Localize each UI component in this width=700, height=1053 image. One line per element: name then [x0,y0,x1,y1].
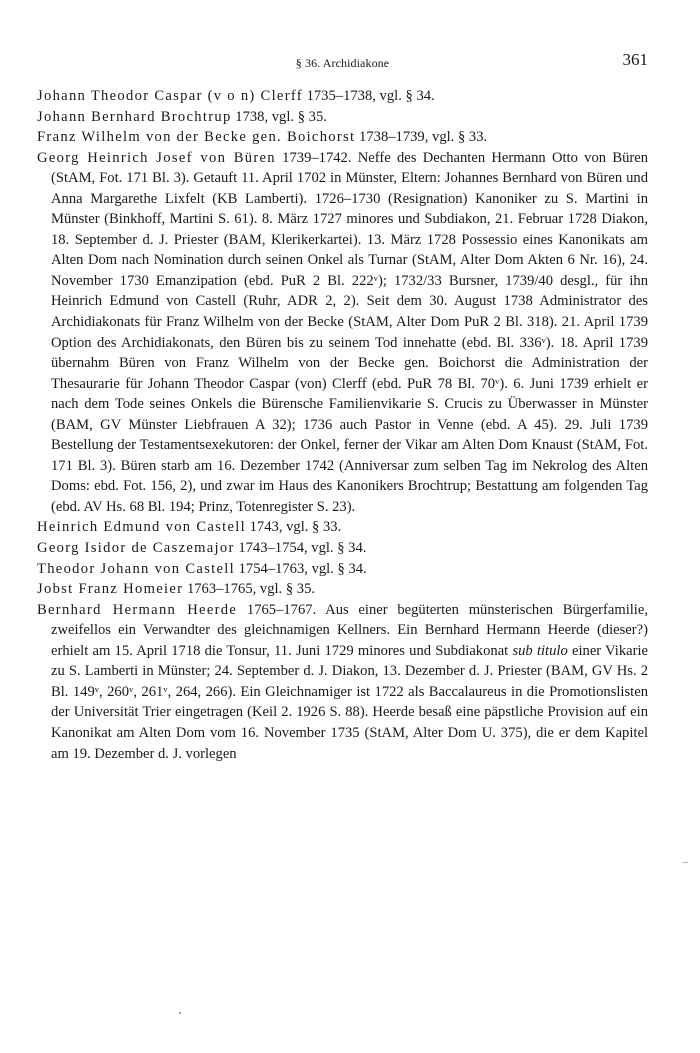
entry-text: 1743, vgl. § 33. [245,519,342,536]
entry-text: 1738–1739, vgl. § 33. [355,129,488,146]
entry-name: Johann Bernhard Brochtrup [37,108,232,125]
running-head: § 36. Archidiakone [295,56,390,70]
scan-speck [179,1012,181,1014]
entry-castell-heinrich [37,517,648,538]
page-body [37,86,648,764]
entry-text: 1763–1765, vgl. § 35. [183,581,316,598]
entry-name: Bernhard Hermann Heerde [37,601,238,618]
entry-name: Heinrich Edmund von Castell [37,519,246,536]
margin-mark [682,862,688,863]
entry-name: Georg Heinrich Josef von Büren [37,149,276,166]
entry-clerff [37,86,648,107]
entry-becke [37,127,648,148]
entry-brochtrup [37,107,648,128]
entry-castell-theodor [37,559,648,580]
page-header [37,50,648,72]
entry-name: Jobst Franz Homeier [37,581,184,598]
entry-heerde [37,600,648,764]
entry-text: 1738, vgl. § 35. [231,108,327,125]
entry-homeier [37,579,648,600]
entry-years: 1765–1767. [237,601,317,618]
entry-name: Johann Theodor Caspar (v o n) Clerff [37,88,303,104]
entry-bueren [37,148,648,518]
entry-text-continued: einer Vikarie zu S. Lamberti in Münster; 24. September d. J. Diakon, 13. Dezember d. J. Priester (BAM, GV Hs. 2 Bl. 149ᵛ, 260ᵛ, 261ᵛ, 264, 266). Ein Gleichnamiger ist 1722 als Baccalaureus in die Promotionslisten der Universität Trier eingetragen (Keil 2. 1926 S. 88). Heerde besaß eine päpstliche Provision auf ein Kanonikat am Alten Dom vom 16. November 1735 (StAM, Alter Dom U. 375), die er dem Kapitel am 19. Dezember d. J. vorlegen [51,642,648,762]
entry-text: Aus einer begüterten münsterischen Bürgerfamilie, zweifellos ein Verwandter des gleichnamigen Kellners. Ein Bernhard Hermann Heerde (dieser?) erhielt am 15. April 1718 die Tonsur, 11. Juni 1729 minores und Subdiakonat [51,601,648,659]
entry-text: 1735–1738, vgl. § 34. [302,88,435,104]
entry-text: 1754–1763, vgl. § 34. [234,560,367,577]
entry-name: Georg Isidor de Caszemajor [37,540,235,557]
entry-text: 1743–1754, vgl. § 34. [234,540,367,557]
entry-caszemajor [37,538,648,559]
page-number: 361 [622,50,648,69]
entry-name: Theodor Johann von Castell [37,560,235,577]
entry-text: 1739–1742. Neffe des Dechanten Hermann Otto von Büren (StAM, Fot. 171 Bl. 3). Getauft 11. April 1702 in Münster, Eltern: Johannes Bernhard von Büren und Anna Margarethe Lixfelt (KB Lamberti). 1726–1730 (Resignation) Kanoniker zu S. Martini in Münster (Binkhoff, Martini S. 61). 8. März 1727 minores und Subdiakon, 21. Februar 1728 Diakon, 18. September d. J. Priester (BAM, Klerikerkartei). 13. März 1728 Possessio eines Kanonikats am Alten Dom nach Nomination durch seinen Onkel als Turnar (StAM, Alter Dom Akten 6 Nr. 16), 24. November 1730 Emanzipation (ebd. PuR 2 Bl. 222ᵛ); 1732/33 Bursner, 1739/40 desgl., für ihn Heinrich Edmund von Castell (Ruhr, ADR 2, 2). Seit dem 30. August 1738 Administrator des Archidiakonats für Franz Wilhelm von der Becke (StAM, Alter Dom PuR 2 Bl. 318). 21. April 1739 Option des Archidiakonats, den Büren bis zu seinem Tod innehatte (ebd. Bl. 336ᵛ). 18. April 1739 übernahm Büren von Franz Wilhelm von der Becke gen. Boichorst die Administration der Thesaurarie für Johann Theodor Caspar (von) Clerff (ebd. PuR 78 Bl. 70ᵛ). 6. Juni 1739 erhielt er nach dem Tode seines Onkels die Bürensche Familienvikarie S. Crucis zu Überwasser in Münster (BAM, GV Münster Liebfrauen A 32); 1736 auch Pastor in Venne (ebd. A 45). 29. Juli 1739 Bestellung der Testamentsexekutoren: der Onkel, ferner der Vikar am Alten Dom Knaust (StAM, Fot. 171 Bl. 3). Büren starb am 16. Dezember 1742 (Anniversar zum selben Tag im Nekrolog des Alten Doms: ebd. Fot. 156, 2), und zwar im Haus des Kanonikers Brochtrup; Bestattung am folgenden Tag (ebd. AV Hs. 68 Bl. 194; Prinz, Totenregister S. 23). [51,149,649,515]
entry-name: Franz Wilhelm von der Becke gen. Boichorst [37,129,356,146]
italic-term: sub titulo [512,642,568,659]
